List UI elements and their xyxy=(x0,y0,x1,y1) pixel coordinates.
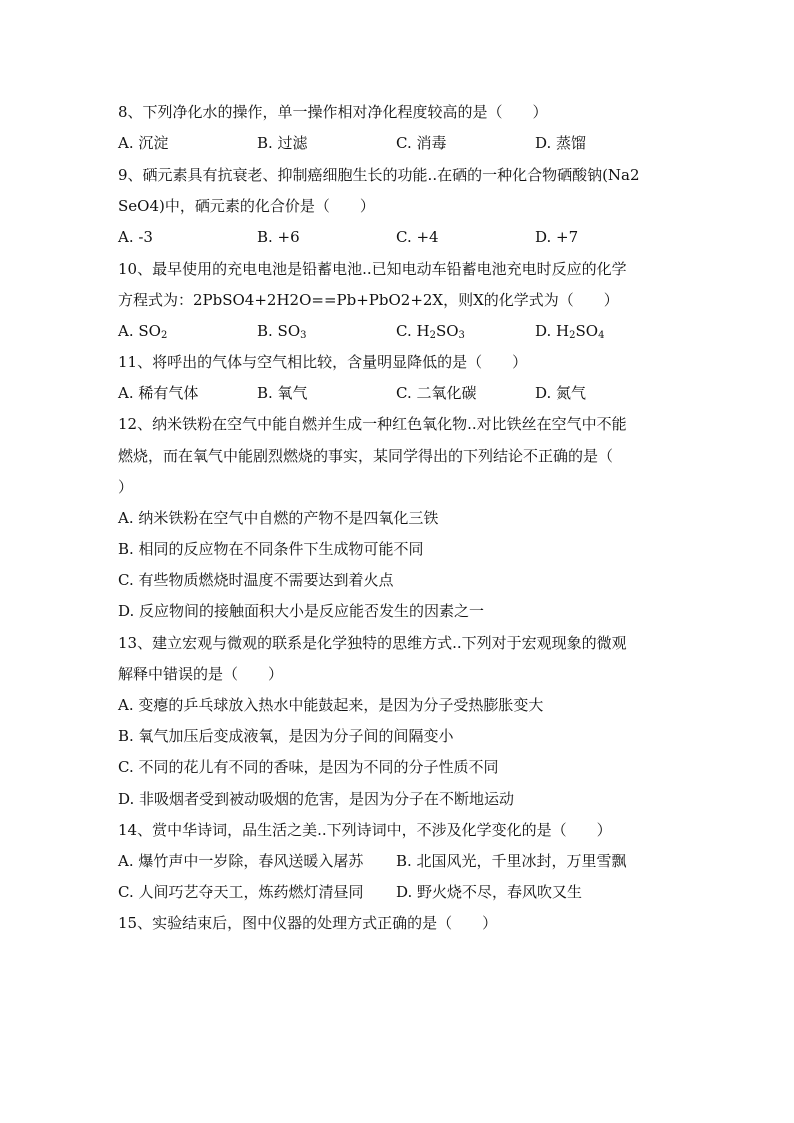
q15-stem: 15、实验结束后，图中仪器的处理方式正确的是（ ） xyxy=(118,914,498,932)
q9-option-d: D. +7 xyxy=(535,228,579,246)
q9-option-a: A. -3 xyxy=(118,228,153,246)
q10-stem-line2: 方程式为：2PbSO4+2H2O==Pb+PbO2+2X，则X的化学式为（ ） xyxy=(118,291,619,309)
q12-option-d: D. 反应物间的接触面积大小是反应能否发生的因素之一 xyxy=(118,602,485,620)
q10-stem-line1: 10、最早使用的充电电池是铅蓄电池..已知电动车铅蓄电池充电时反应的化学 xyxy=(118,260,627,278)
q8-option-c: C. 消毒 xyxy=(396,134,447,152)
q11-option-a: A. 稀有气体 xyxy=(118,384,199,402)
q12-option-a: A. 纳米铁粉在空气中自燃的产物不是四氧化三铁 xyxy=(118,509,439,527)
q8-option-b: B. 过滤 xyxy=(257,134,308,152)
q11-option-b: B. 氧气 xyxy=(257,384,308,402)
q9-option-b: B. +6 xyxy=(257,228,300,246)
q12-stem-line1: 12、纳米铁粉在空气中能自燃并生成一种红色氧化物..对比铁丝在空气中不能 xyxy=(118,415,627,433)
q11-option-c: C. 二氧化碳 xyxy=(396,384,477,402)
q13-option-a: A. 变瘪的乒乓球放入热水中能鼓起来，是因为分子受热膨胀变大 xyxy=(118,696,544,714)
q10-option-a: A. $SO_2$ xyxy=(118,322,168,341)
q11-stem: 11、将呼出的气体与空气相比较，含量明显降低的是（ ） xyxy=(118,353,528,371)
q12-option-c: C. 有些物质燃烧时温度不需要达到着火点 xyxy=(118,571,394,589)
q13-stem-line2: 解释中错误的是（ ） xyxy=(118,665,284,683)
q9-option-c: C. +4 xyxy=(396,228,439,246)
q8-stem: 8、下列净化水的操作，单一操作相对净化程度较高的是（ ） xyxy=(118,103,548,121)
q9-stem-line1: 9、硒元素具有抗衰老、抑制癌细胞生长的功能..在硒的一种化合物硒酸钠(Na2 xyxy=(118,166,640,184)
q13-option-b: B. 氧气加压后变成液氧，是因为分子间的间隔变小 xyxy=(118,727,454,745)
q14-option-b: B. 北国风光，千里冰封，万里雪飘 xyxy=(396,852,627,870)
q12-stem-line2: 燃烧，而在氧气中能剧烈燃烧的事实，某同学得出的下列结论不正确的是（ xyxy=(118,447,614,465)
q13-option-c: C. 不同的花儿有不同的香味，是因为不同的分子性质不同 xyxy=(118,758,499,776)
q10-option-b: B. $SO_3$ xyxy=(257,322,307,341)
q13-option-d: D. 非吸烟者受到被动吸烟的危害，是因为分子在不断地运动 xyxy=(118,790,515,808)
q8-option-d: D. 蒸馏 xyxy=(535,134,587,152)
q14-option-c: C. 人间巧艺夺天工，炼药燃灯清昼同 xyxy=(118,883,364,901)
q10-option-d: D. $H_2SO_4$ xyxy=(535,322,605,341)
q13-stem-line1: 13、建立宏观与微观的联系是化学独特的思维方式..下列对于宏观现象的微观 xyxy=(118,634,627,652)
q14-option-a: A. 爆竹声中一岁除，春风送暖入屠苏 xyxy=(118,852,364,870)
q14-option-d: D. 野火烧不尽，春风吹又生 xyxy=(396,883,583,901)
q14-stem: 14、赏中华诗词，品生活之美..下列诗词中，不涉及化学变化的是（ ） xyxy=(118,821,612,839)
q12-option-b: B. 相同的反应物在不同条件下生成物可能不同 xyxy=(118,540,424,558)
q11-option-d: D. 氮气 xyxy=(535,384,587,402)
q8-option-a: A. 沉淀 xyxy=(118,134,169,152)
q12-stem-line3: ） xyxy=(118,478,134,496)
q10-option-c: C. $H_2SO_3$ xyxy=(396,322,465,341)
q9-stem-line2: SeO4)中，硒元素的化合价是（ ） xyxy=(118,197,375,215)
